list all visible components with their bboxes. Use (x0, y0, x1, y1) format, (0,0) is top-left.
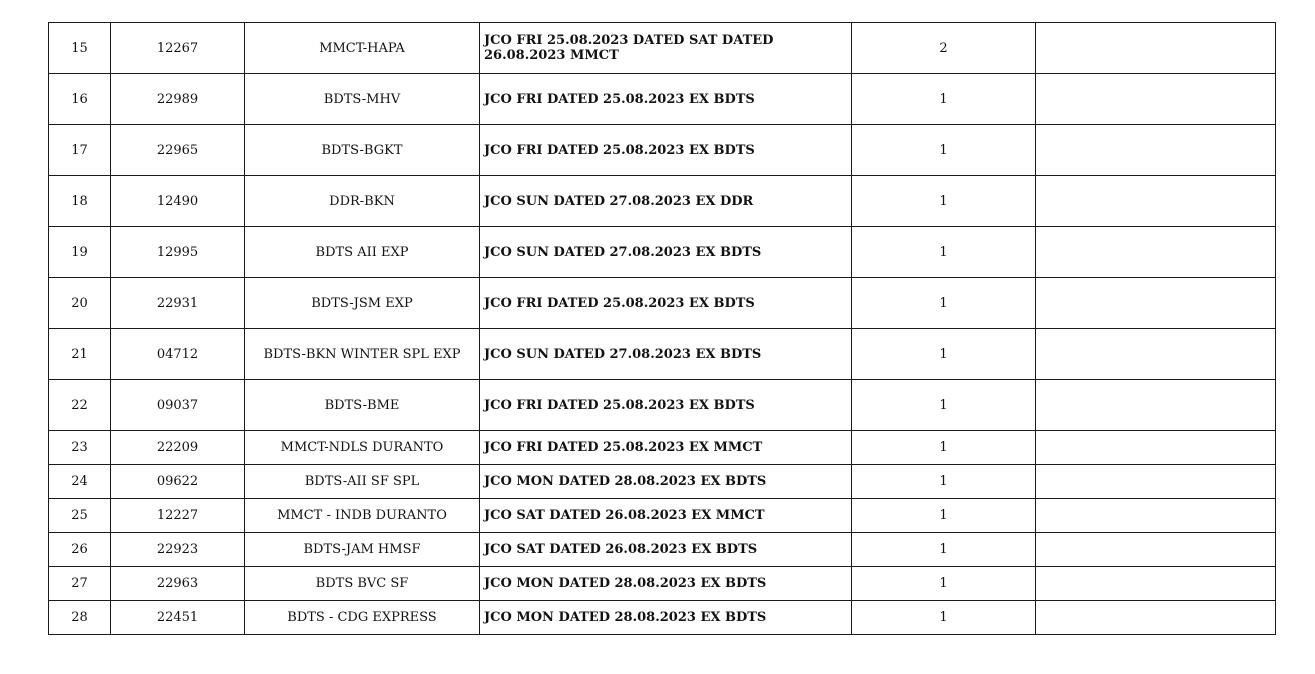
count-cell: 1 (852, 567, 1036, 601)
serial-number-cell: 17 (49, 125, 111, 176)
train-name-cell: BDTS-AII SF SPL (245, 465, 480, 499)
table-row (49, 567, 1276, 601)
serial-number-cell: 24 (49, 465, 111, 499)
count-cell: 1 (852, 601, 1036, 635)
serial-number-cell: 25 (49, 499, 111, 533)
count-cell: 1 (852, 431, 1036, 465)
table-row (49, 380, 1276, 431)
table-row (49, 499, 1276, 533)
train-name-cell: BDTS AII EXP (245, 227, 480, 278)
train-name-cell: BDTS-BKN WINTER SPL EXP (245, 329, 480, 380)
serial-number-cell: 22 (49, 380, 111, 431)
serial-number-cell: 21 (49, 329, 111, 380)
journey-dates-cell: JCO FRI DATED 25.08.2023 EX BDTS (480, 125, 852, 176)
journey-dates-cell: JCO MON DATED 28.08.2023 EX BDTS (480, 465, 852, 499)
remarks-cell (1036, 176, 1276, 227)
journey-dates-cell: JCO FRI 25.08.2023 DATED SAT DATED 26.08.2023 MMCT (480, 23, 852, 74)
serial-number-cell: 19 (49, 227, 111, 278)
train-number-cell: 22923 (111, 533, 245, 567)
count-cell: 1 (852, 380, 1036, 431)
table-row (49, 74, 1276, 125)
remarks-cell (1036, 74, 1276, 125)
train-name-cell: MMCT - INDB DURANTO (245, 499, 480, 533)
train-number-cell: 22931 (111, 278, 245, 329)
train-name-cell: BDTS-JAM HMSF (245, 533, 480, 567)
journey-dates-cell: JCO FRI DATED 25.08.2023 EX BDTS (480, 74, 852, 125)
table-row (49, 23, 1276, 74)
train-number-cell: 12995 (111, 227, 245, 278)
table-row (49, 176, 1276, 227)
count-cell: 1 (852, 465, 1036, 499)
count-cell: 1 (852, 278, 1036, 329)
serial-number-cell: 28 (49, 601, 111, 635)
table-row (49, 329, 1276, 380)
train-name-cell: BDTS-BME (245, 380, 480, 431)
journey-dates-cell: JCO SUN DATED 27.08.2023 EX BDTS (480, 227, 852, 278)
train-number-cell: 22963 (111, 567, 245, 601)
table-row (49, 465, 1276, 499)
train-name-cell: BDTS BVC SF (245, 567, 480, 601)
table-row (49, 125, 1276, 176)
train-schedule-table (48, 22, 1276, 635)
journey-dates-cell: JCO FRI DATED 25.08.2023 EX MMCT (480, 431, 852, 465)
train-number-cell: 12490 (111, 176, 245, 227)
remarks-cell (1036, 329, 1276, 380)
count-cell: 1 (852, 125, 1036, 176)
train-number-cell: 09622 (111, 465, 245, 499)
serial-number-cell: 20 (49, 278, 111, 329)
train-number-cell: 22989 (111, 74, 245, 125)
table-row (49, 227, 1276, 278)
train-name-cell: DDR-BKN (245, 176, 480, 227)
train-name-cell: MMCT-HAPA (245, 23, 480, 74)
remarks-cell (1036, 601, 1276, 635)
remarks-cell (1036, 227, 1276, 278)
remarks-cell (1036, 499, 1276, 533)
serial-number-cell: 26 (49, 533, 111, 567)
train-number-cell: 04712 (111, 329, 245, 380)
count-cell: 1 (852, 533, 1036, 567)
train-number-cell: 22451 (111, 601, 245, 635)
serial-number-cell: 15 (49, 23, 111, 74)
train-number-cell: 12267 (111, 23, 245, 74)
train-name-cell: MMCT-NDLS DURANTO (245, 431, 480, 465)
train-number-cell: 22965 (111, 125, 245, 176)
serial-number-cell: 23 (49, 431, 111, 465)
train-name-cell: BDTS-BGKT (245, 125, 480, 176)
train-number-cell: 09037 (111, 380, 245, 431)
train-number-cell: 22209 (111, 431, 245, 465)
train-name-cell: BDTS-JSM EXP (245, 278, 480, 329)
train-number-cell: 12227 (111, 499, 245, 533)
remarks-cell (1036, 533, 1276, 567)
journey-dates-cell: JCO MON DATED 28.08.2023 EX BDTS (480, 601, 852, 635)
journey-dates-cell: JCO SUN DATED 27.08.2023 EX BDTS (480, 329, 852, 380)
train-name-cell: BDTS-MHV (245, 74, 480, 125)
train-name-cell: BDTS - CDG EXPRESS (245, 601, 480, 635)
remarks-cell (1036, 380, 1276, 431)
serial-number-cell: 18 (49, 176, 111, 227)
count-cell: 1 (852, 329, 1036, 380)
table-row (49, 601, 1276, 635)
count-cell: 1 (852, 227, 1036, 278)
count-cell: 1 (852, 499, 1036, 533)
remarks-cell (1036, 567, 1276, 601)
count-cell: 2 (852, 23, 1036, 74)
journey-dates-cell: JCO MON DATED 28.08.2023 EX BDTS (480, 567, 852, 601)
remarks-cell (1036, 23, 1276, 74)
journey-dates-cell: JCO SAT DATED 26.08.2023 EX BDTS (480, 533, 852, 567)
remarks-cell (1036, 125, 1276, 176)
count-cell: 1 (852, 74, 1036, 125)
table-row (49, 533, 1276, 567)
journey-dates-cell: JCO FRI DATED 25.08.2023 EX BDTS (480, 278, 852, 329)
remarks-cell (1036, 431, 1276, 465)
table-row (49, 278, 1276, 329)
table-body (49, 23, 1276, 635)
table-row (49, 431, 1276, 465)
serial-number-cell: 27 (49, 567, 111, 601)
journey-dates-cell: JCO SUN DATED 27.08.2023 EX DDR (480, 176, 852, 227)
remarks-cell (1036, 465, 1276, 499)
remarks-cell (1036, 278, 1276, 329)
count-cell: 1 (852, 176, 1036, 227)
journey-dates-cell: JCO SAT DATED 26.08.2023 EX MMCT (480, 499, 852, 533)
serial-number-cell: 16 (49, 74, 111, 125)
journey-dates-cell: JCO FRI DATED 25.08.2023 EX BDTS (480, 380, 852, 431)
